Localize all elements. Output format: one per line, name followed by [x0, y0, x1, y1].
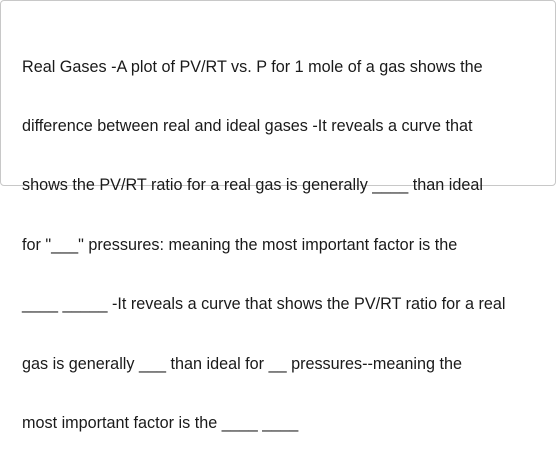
question-line: most important factor is the ____ ____ [22, 413, 299, 432]
question-line: for "___" pressures: meaning the most important factor is the [22, 235, 458, 254]
question-line: difference between real and ideal gases -It reveals a curve that [22, 116, 473, 135]
question-line: Real Gases -A plot of PV/RT vs. P for 1 mole of a gas shows the [22, 57, 483, 76]
question-text [22, 18, 542, 473]
question-line: gas is generally ___ than ideal for __ pressures--meaning the [22, 354, 463, 373]
question-line: shows the PV/RT ratio for a real gas is generally ____ than ideal [22, 176, 484, 195]
question-line: ____ _____ -It reveals a curve that shows the PV/RT ratio for a real [22, 295, 506, 314]
